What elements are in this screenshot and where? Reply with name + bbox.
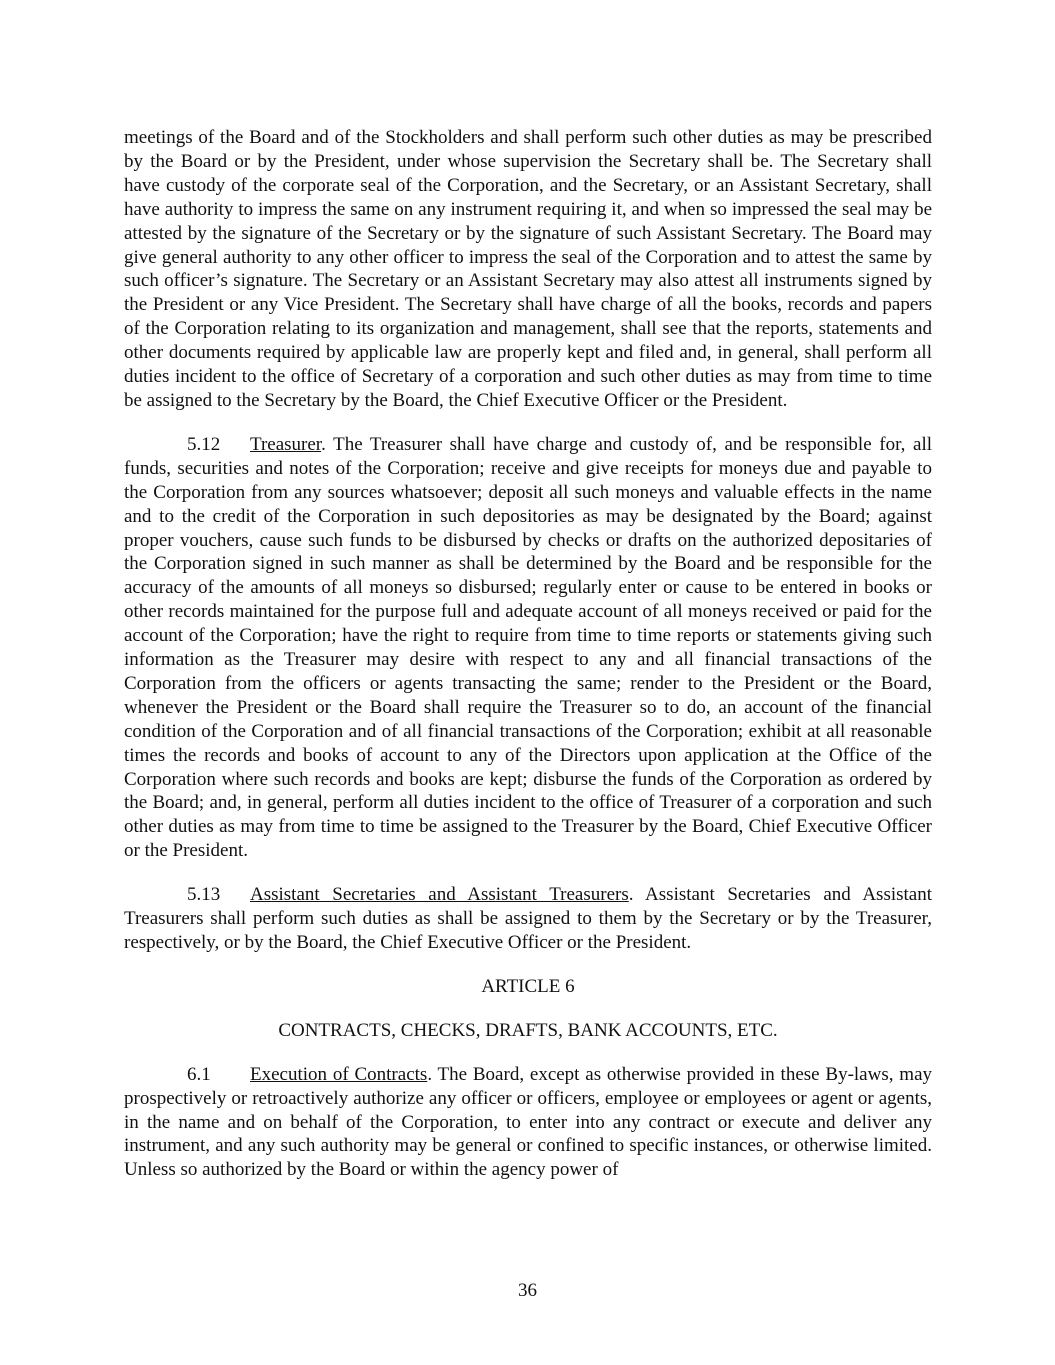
page-number: 36 xyxy=(518,1280,537,1301)
section-number: 5.12 xyxy=(187,433,221,455)
section-number: 6.1 xyxy=(187,1063,211,1085)
section-text: . The Treasurer shall have charge and custody of, and be responsible for, all funds, securities and notes of the Corporation; receive and give receipts for moneys due and payable to the Corporation from any sources whatsoever; deposit all such moneys and valuable effects in the name and to the credit of the Corporation in such depositories as may be designated by the Board; against proper vouchers, cause such funds to be disbursed by checks or drafts on the authorized depositaries of the Corporation signed in such manner as shall be determined by the Board and be responsible for the accuracy of the amounts of all moneys so disbursed; regularly enter or cause to be entered in books or other records maintained for the purpose full and adequate account of all moneys received or paid for the account of the Corporation; have the right to require from time to time reports or statements giving such information as the Treasurer may desire with respect to any and all financial transactions of the Corporation from the officers or agents transacting the same; render to the President or the Board, whenever the President or the Board shall require the Treasurer so to do, an account of the financial condition of the Corporation and of all financial transactions of the Corporation; exhibit at all reasonable times the records and books of account to any of the Directors upon application at the Office of the Corporation where such records and books are kept; disburse the funds of the Corporation as ordered by the Board; and, in general, perform all duties incident to the office of Treasurer of a corporation and such other duties as may from time to time be assigned to the Treasurer by the Board, Chief Executive Officer or the President. xyxy=(124,433,932,862)
section-5-13 xyxy=(124,883,932,955)
section-heading: Treasurer xyxy=(250,433,322,455)
section-text: . Assistant Secretaries and Assistant Treasurers shall perform such duties as shall be assigned to them by the Secretary or by the Treasurer, respectively, or by the Board, the Chief Executive Officer or the President. xyxy=(124,884,932,953)
section-heading: Execution of Contracts xyxy=(250,1063,428,1085)
section-heading: Assistant Secretaries and Assistant Treasurers xyxy=(250,884,629,906)
article-title: CONTRACTS, CHECKS, DRAFTS, BANK ACCOUNTS, ETC. xyxy=(278,1019,778,1041)
section-text: . The Board, except as otherwise provided in these By-laws, may prospectively or retroactively authorize any officer or officers, employee or employees or agent or agents, in the name and on behalf of the Corporation, to enter into any contract or execute and deliver any instrument, and any such authority may be general or confined to specific instances, or otherwise limited. Unless so authorized by the Board or within the agency power of xyxy=(124,1063,932,1181)
article-label: ARTICLE 6 xyxy=(481,975,575,997)
document-page xyxy=(124,126,932,1182)
continuation-paragraph: meetings of the Board and of the Stockholders and shall perform such other duties as may be prescribed by the Board or by the President, under whose supervision the Secretary shall be. The Secretary shall have custody of the corporate seal of the Corporation, and the Secretary, or an Assistant Secretary, shall have authority to impress the same on any instrument requiring it, and when so impressed the seal may be attested by the signature of the Secretary or by the signature of such Assistant Secretary. The Board may give general authority to any other officer to impress the seal of the Corporation and to attest the same by such officer’s signature. The Secretary or an Assistant Secretary may also attest all instruments signed by the President or any Vice President. The Secretary shall have charge of all the books, records and papers of the Corporation relating to its organization and management, shall see that the reports, statements and other documents required by applicable law are properly kept and filed and, in general, shall perform all duties incident to the office of Secretary of a corporation and such other duties as may from time to time be assigned to the Secretary by the Board, the Chief Executive Officer or the President. xyxy=(124,127,932,411)
section-6-1 xyxy=(124,1063,932,1183)
section-5-12 xyxy=(124,433,932,863)
section-number: 5.13 xyxy=(187,884,221,906)
